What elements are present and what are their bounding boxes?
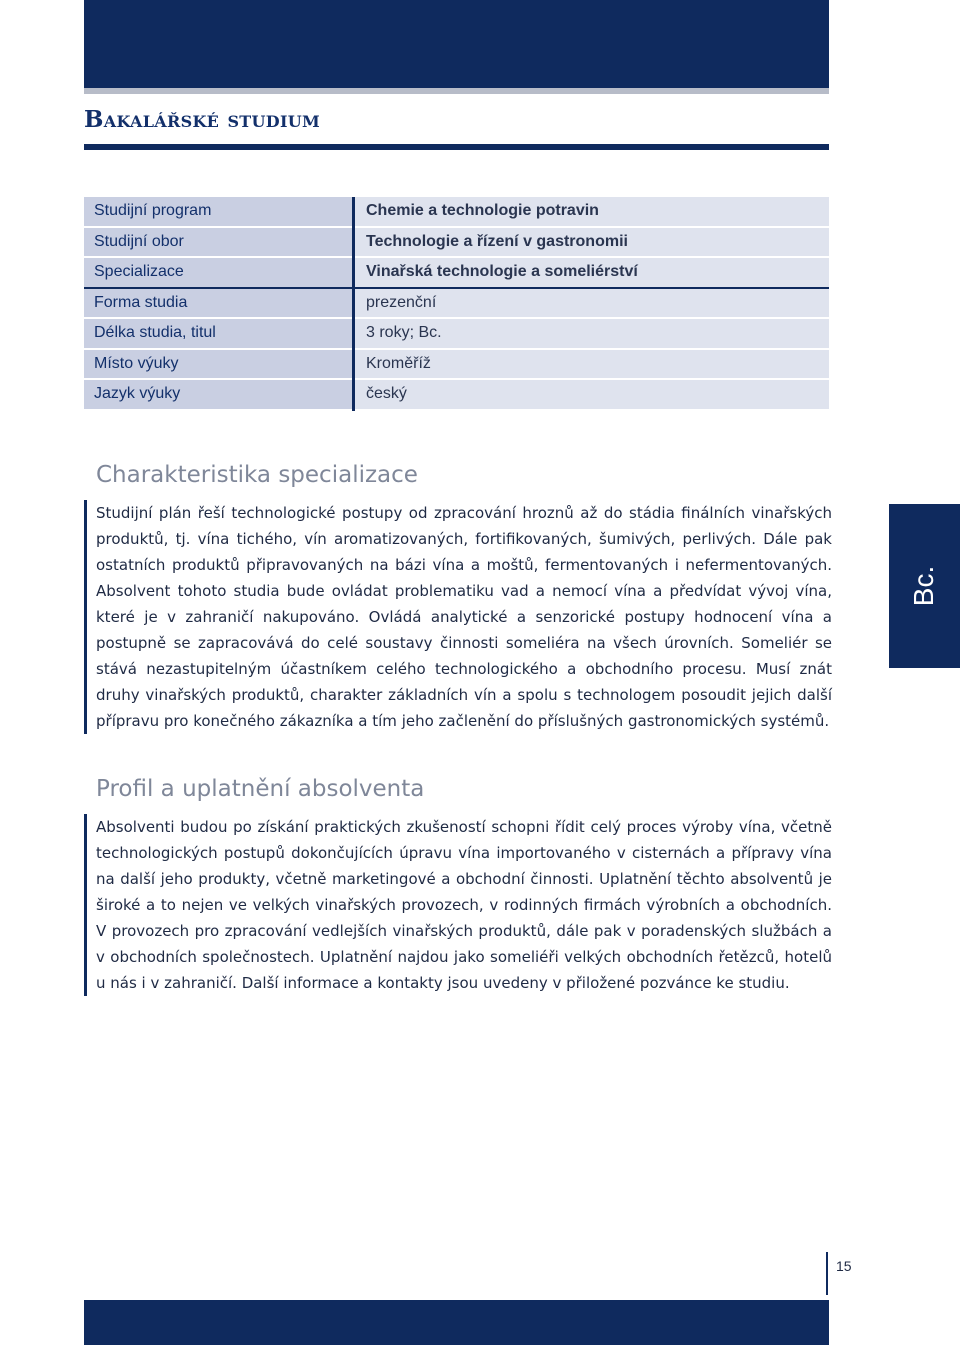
page-number-rule [826, 1252, 828, 1295]
info-value: Technologie a řízení v gastronomii [354, 227, 830, 258]
page-number: 15 [836, 1258, 852, 1274]
characteristics-section [84, 462, 832, 734]
info-value: Kroměříž [354, 349, 830, 380]
profile-section [84, 776, 832, 996]
info-label: Specializace [84, 257, 354, 288]
info-row-specialization [84, 257, 829, 288]
info-value: prezenční [354, 288, 830, 319]
info-label: Jazyk výuky [84, 379, 354, 410]
characteristics-text: Studijní plán řeší technologické postupy od zpracování hroznů až do stádia finálních vinařských produktů, tj. vína tichého, vín aromatizovaných, fortifikovaných, šumivých, perlivých. Dále pak ostatních produktů připravovaných na bázi vína a moštů, fermentovaných i nefermentovaných. Absolvent tohoto studia bude ovládat problematiku vad a nemocí vína a předvídat vývoj vína, které je v zahraničí nakupováno. Ovládá analytické a senzorické postupy hodnocení vína a postupně se zapracovává do celé soustavy činnosti someliéra na všech úrovních. Someliér se stává nezastupitelným účastníkem celého technologického a obchodního procesu. Musí znát druhy vinařských produktů, charakter základních vín a spolu s technologem posoudit jejich další přípravu pro konečného zákazníka a tím jeho začlenění do příslušných gastronomických systémů. [84, 500, 832, 734]
info-row-location [84, 349, 829, 380]
info-label: Studijní program [84, 197, 354, 227]
page-heading: Bakalářské studium [84, 106, 320, 133]
info-value: český [354, 379, 830, 410]
info-row-program [84, 197, 829, 227]
profile-text: Absolventi budou po získání praktických zkušeností schopni řídit celý proces výroby vína, včetně technologických postupů dokončujících úpravu vína importovaného v cisternách a přípravy vína na další jeho produkty, včetně marketingové a obchodní činnosti. Uplatnění těchto absolventů je široké a to nejen ve velkých vinařských provozech, v rodinných firmách výrobních a obchodních. V provozech pro zpracování vedlejších vinařských produktů, dále pak v poradenských službách a v obchodních společnostech. Uplatnění najdou jako someliéři velkých obchodních řetězců, hotelů u nás i v zahraničí. Další informace a kontakty jsou uvedeny v přiložené pozvánce ke studiu. [84, 814, 832, 996]
profile-title: Profil a uplatnění absolventa [96, 776, 425, 802]
info-row-language [84, 379, 829, 410]
degree-side-tab [889, 504, 960, 668]
header-band-rule [84, 88, 829, 94]
characteristics-title: Charakteristika specializace [96, 462, 418, 488]
footer-band [84, 1300, 829, 1345]
info-row-field [84, 227, 829, 258]
info-label: Forma studia [84, 288, 354, 319]
heading-rule [84, 144, 829, 150]
info-value: Chemie a technologie potravin [354, 197, 830, 227]
study-info-table [84, 197, 829, 411]
info-label: Místo výuky [84, 349, 354, 380]
info-value: Vinařská technologie a someliérství [354, 257, 830, 288]
info-value: 3 roky; Bc. [354, 318, 830, 349]
degree-label: Bc. [908, 565, 940, 607]
header-band [84, 0, 829, 88]
info-label: Studijní obor [84, 227, 354, 258]
info-label: Délka studia, titul [84, 318, 354, 349]
info-row-form [84, 288, 829, 319]
info-row-duration [84, 318, 829, 349]
